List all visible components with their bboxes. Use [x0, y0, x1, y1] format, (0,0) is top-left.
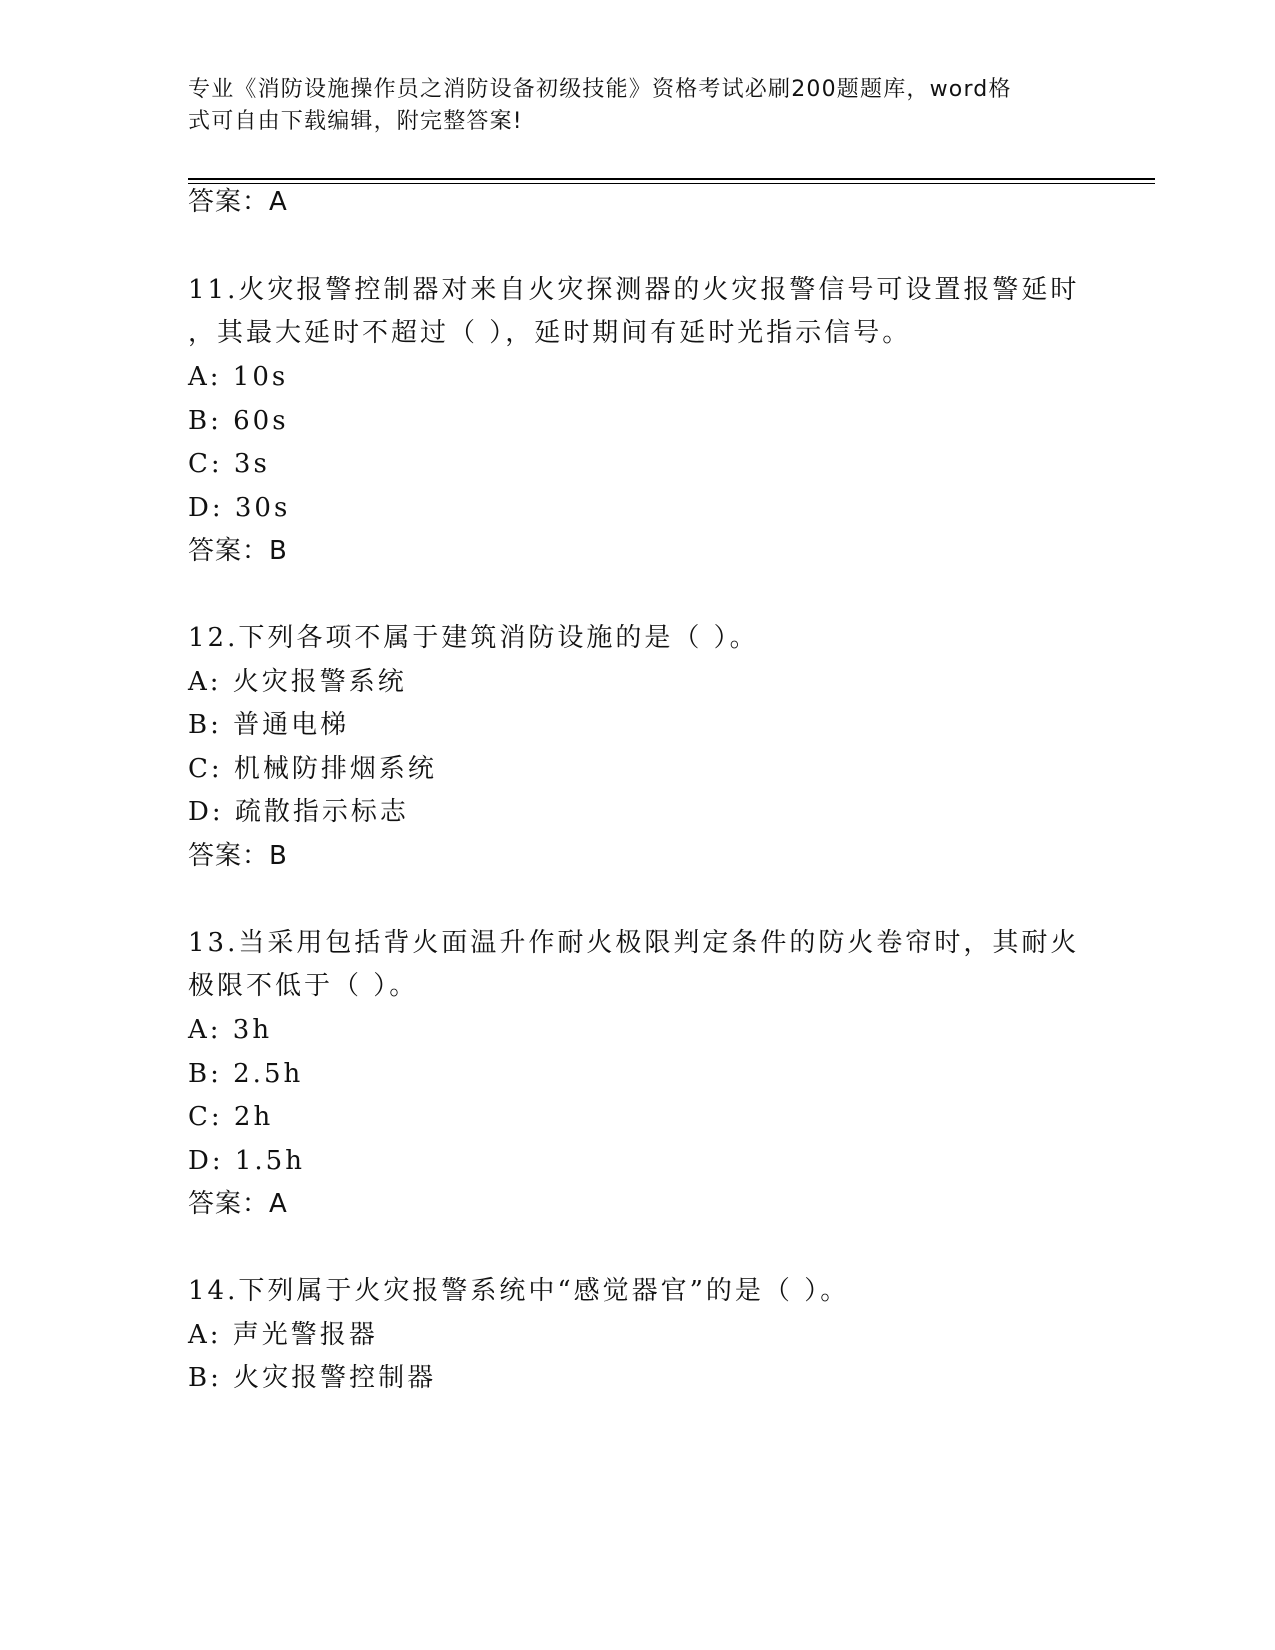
option-d: D: 1.5h: [188, 1146, 305, 1176]
header-line-2: 式可自由下载编辑，附完整答案!: [188, 109, 523, 134]
answer: 答案：B: [188, 841, 288, 871]
prev-answer: 答案：A: [188, 187, 288, 217]
option-b: B: 60s: [188, 406, 289, 436]
option-c: C: 2h: [188, 1102, 274, 1132]
question-stem-line: 12.下列各项不属于建筑消防设施的是（ ）。: [188, 623, 759, 653]
option-c: C: 3s: [188, 449, 270, 479]
header-rule-thin: [188, 183, 1155, 184]
option-b: B: 火灾报警控制器: [188, 1363, 437, 1393]
option-a: A: 10s: [188, 362, 289, 392]
question-stem-line: 极限不低于（ ）。: [188, 971, 419, 1001]
option-a: A: 声光警报器: [188, 1320, 378, 1350]
option-d: D: 30s: [188, 493, 291, 523]
answer: 答案：B: [188, 536, 288, 566]
question-stem-line: 13.当采用包括背火面温升作耐火极限判定条件的防火卷帘时，其耐火: [188, 928, 1080, 958]
option-b: B: 2.5h: [188, 1059, 304, 1089]
document-header: [188, 74, 1068, 138]
answer: 答案：A: [188, 1189, 288, 1219]
option-d: D: 疏散指示标志: [188, 797, 409, 827]
question-stem-line: 11.火灾报警控制器对来自火灾探测器的火灾报警信号可设置报警延时: [188, 275, 1080, 305]
question-stem-line: 14.下列属于火灾报警系统中“感觉器官”的是（ ）。: [188, 1276, 850, 1306]
question-stem-line: ，其最大延时不超过（ ），延时期间有延时光指示信号。: [188, 318, 912, 348]
header-line-1: 专业《消防设施操作员之消防设备初级技能》资格考试必刷200题题库，word格: [188, 77, 1012, 102]
option-b: B: 普通电梯: [188, 710, 350, 740]
option-c: C: 机械防排烟系统: [188, 754, 437, 784]
header-rule-thick: [188, 178, 1155, 180]
option-a: A: 火灾报警系统: [188, 667, 407, 697]
option-a: A: 3h: [188, 1015, 273, 1045]
